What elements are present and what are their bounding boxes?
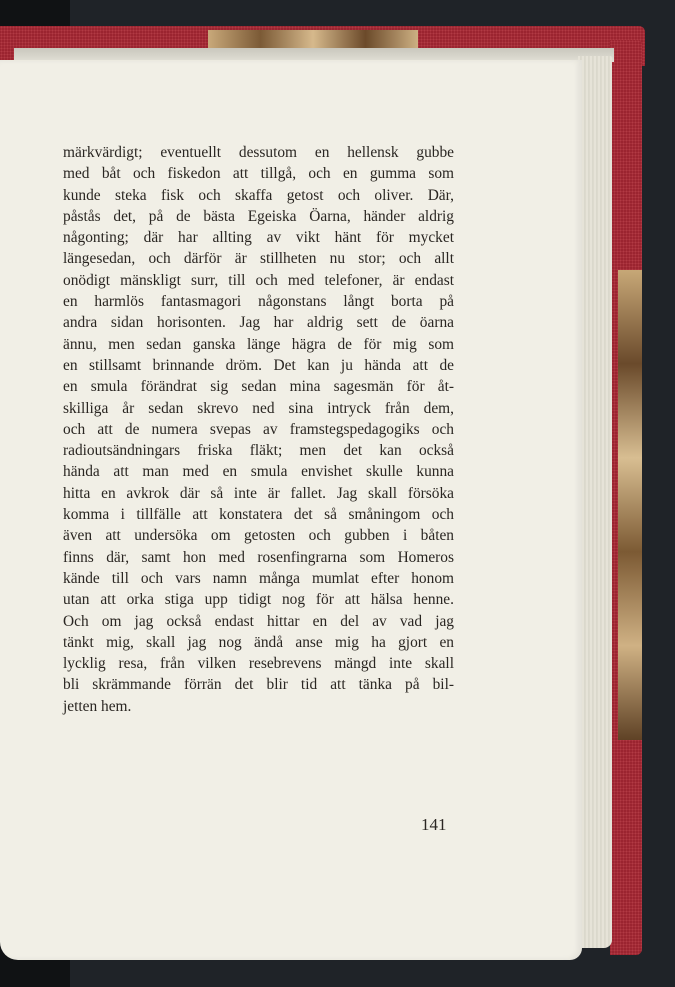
text-line: påstås det, på de bästa Egeiska Öarna, händer aldrig (63, 207, 454, 225)
text-line: även att undersöka om getosten och gubben i båten (63, 527, 454, 545)
text-line: onödigt mänskligt surr, till och med telefoner, är endast (63, 271, 454, 289)
text-line: en stillsamt brinnande dröm. Det kan ju hända att de (63, 356, 454, 374)
body-text (63, 142, 454, 717)
text-line: skilliga år sedan skrevo ned sina intryck från dem, (63, 399, 454, 417)
text-line: ännu, men sedan ganska länge hägra de för mig som (63, 335, 454, 353)
text-line: radioutsändningars friska fläkt; men det kan också (63, 442, 454, 460)
marbled-endpaper-right (618, 270, 642, 740)
text-line: andra sidan horisonten. Jag har aldrig sett de öarna (63, 314, 454, 332)
text-line: en smula förändrat sig sedan mina sagesmän för åt- (63, 378, 454, 396)
text-line: kände till och vars namn många mumlat efter honom (63, 569, 454, 587)
text-line: tänkt mig, skall jag nog ändå anse mig ha gjort en (63, 633, 454, 651)
text-line: lycklig resa, från vilken resebrevens mängd inte skall (63, 655, 454, 673)
page-stack-edge (578, 56, 612, 948)
text-line: Och om jag också endast hittar en del av vad jag (63, 612, 454, 630)
marbled-endpaper-top (208, 30, 418, 50)
text-line: kunde steka fisk och skaffa getost och oliver. Där, (63, 186, 454, 204)
text-line: märkvärdigt; eventuellt dessutom en hellensk gubbe (63, 144, 454, 161)
text-line: en harmlös fantasmagori någonstans långt borta på (63, 293, 454, 311)
text-line: med båt och fiskedon att tillgå, och en gumma som (63, 165, 454, 183)
page-number: 141 (421, 815, 447, 834)
text-line: finns där, samt hon med rosenfingrarna som Homeros (63, 548, 454, 566)
text-line: längesedan, och därför är stillheten nu stor; och allt (63, 250, 454, 268)
text-line: hitta en avkrok där så inte är fallet. Jag skall försöka (63, 484, 454, 502)
text-line: utan att orka stiga upp tidigt nog för att hälsa henne. (63, 591, 454, 609)
text-line: hända att man med en smula envishet skulle kunna (63, 463, 454, 481)
text-line: någonting; där har allting av vikt hänt för mycket (63, 229, 454, 247)
text-line: bli skrämmande förrän det blir tid att tänka på bil- (63, 676, 454, 694)
text-line: och att de numera svepas av framstegspedagogiks och (63, 420, 454, 438)
text-line: komma i tillfälle att konstatera det så småningom och (63, 506, 454, 524)
text-line: jetten hem. (63, 697, 132, 715)
